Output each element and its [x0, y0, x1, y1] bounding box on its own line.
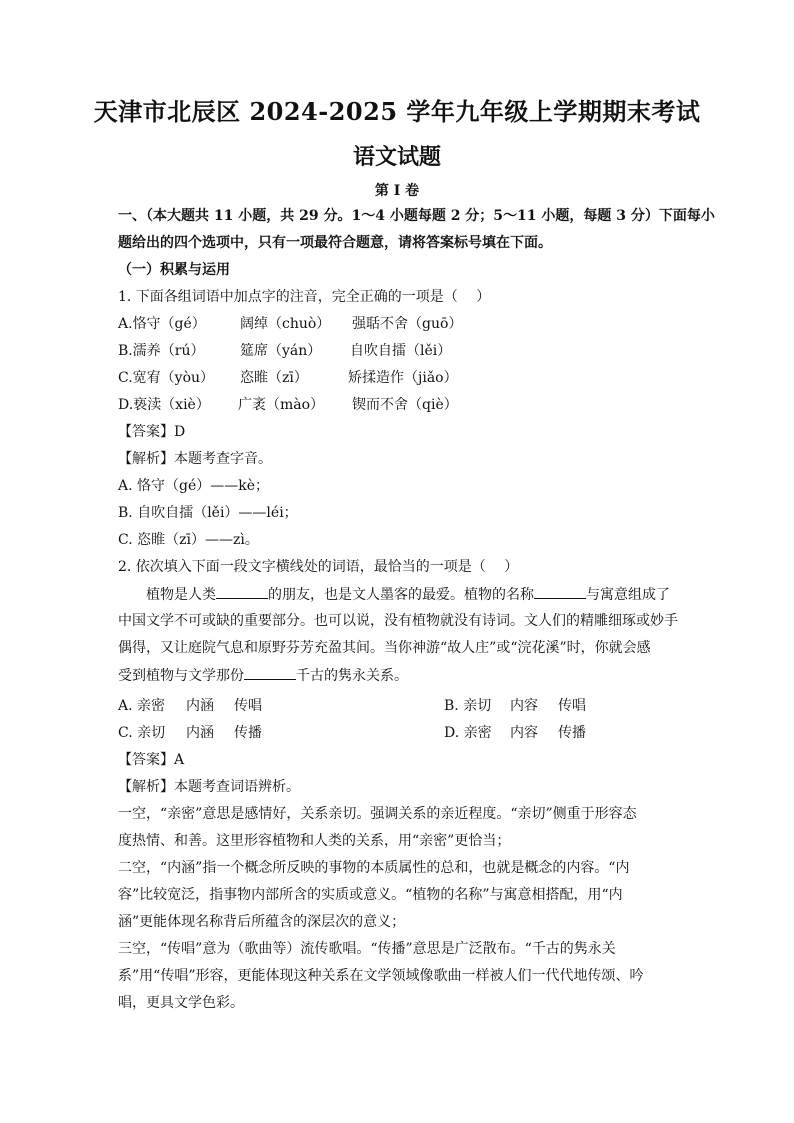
- question-1-stem: 1. 下面各组词语中加点字的注音，完全正确的一项是（ ）: [118, 289, 491, 305]
- option-item: 自吹自擂（lěi）: [350, 343, 452, 359]
- q1-answer: 【答案】D: [118, 424, 186, 440]
- passage-line: 受到植物与文学那份 千古的隽永关系。: [118, 665, 678, 686]
- question-2-stem: 2. 依次填入下面一段文字横线处的词语，最恰当的一项是（ ）: [118, 559, 519, 575]
- q2-analysis-line: 二空，“内涵”指一个概念所反映的事物的本质属性的总和，也就是概念的内容。“内: [118, 860, 630, 876]
- q1-analysis-line: C. 恣睢（zī）——zì。: [118, 532, 259, 548]
- q1-analysis-line: A. 恪守（gé）——kè；: [118, 478, 270, 494]
- q2-analysis-line: 【解析】本题考查词语辨析。: [118, 779, 300, 795]
- volume-label: 第 I 卷: [374, 183, 420, 199]
- fill-blank: [244, 665, 296, 680]
- option-item: 阔绰（chuò）: [240, 316, 331, 332]
- option-item: D.亵渎（xiè）: [118, 397, 210, 413]
- option-word: A. 亲密: [118, 698, 166, 714]
- option-word: B. 亲切: [444, 698, 492, 714]
- option-item: 矫揉造作（jiǎo）: [348, 370, 458, 386]
- q2-analysis-line: 唱，更具文学色彩。: [118, 995, 244, 1011]
- exam-title: 天津市北辰区 2024-2025 学年九年级上学期期末考试: [93, 97, 701, 126]
- fill-blank: [216, 584, 268, 599]
- q2-analysis-line: 涵”更能体现名称背后所蕴含的深层次的意义；: [118, 914, 406, 930]
- q2-answer: 【答案】A: [118, 752, 185, 768]
- fill-blank: [534, 584, 586, 599]
- option-item: 广袤（mào）: [238, 397, 325, 413]
- q2-analysis-line: 一空，“亲密”意思是感情好，关系亲切。强调关系的亲近程度。“亲切”侧重于形容态: [118, 806, 637, 822]
- option-item: 筵席（yán）: [240, 343, 322, 359]
- q2-analysis-line: 三空，“传唱”意为（歌曲等）流传歌唱。“传播”意思是广泛散布。“千古的隽永关: [118, 941, 616, 957]
- option-item: A.恪守（gé）: [118, 316, 206, 332]
- q1-analysis-line: 【解析】本题考查字音。: [118, 451, 272, 467]
- q2-analysis-line: 系”用“传唱”形容，更能体现这种关系在文学领域像歌曲一样被人们一代代地传颂、吟: [118, 968, 644, 984]
- section-heading: （一）积累与运用: [118, 262, 230, 278]
- option-word: 内涵: [186, 698, 214, 714]
- option-word: 传播: [558, 725, 586, 741]
- option-word: 传播: [234, 725, 262, 741]
- option-word: 内容: [510, 698, 538, 714]
- q1-analysis-line: B. 自吹自擂（lěi）——léi；: [118, 505, 298, 521]
- option-word: 内容: [510, 725, 538, 741]
- option-item: C.宽宥（yòu）: [118, 370, 215, 386]
- option-word: 传唱: [234, 698, 262, 714]
- option-item: 强聒不舍（guō）: [352, 316, 463, 332]
- option-word: 传唱: [558, 698, 586, 714]
- option-item: 恣睢（zī）: [240, 370, 308, 386]
- option-word: C. 亲切: [118, 725, 166, 741]
- passage-line: 植物是人类 的朋友，也是文人墨客的最爱。植物的名称 与寓意组成了: [146, 584, 678, 605]
- exam-subtitle: 语文试题: [352, 144, 441, 170]
- option-word: D. 亲密: [444, 725, 492, 741]
- q2-analysis-line: 度热情、和善。这里形容植物和人类的关系，用“亲密”更恰当；: [118, 833, 511, 849]
- instructions-line: 题给出的四个选项中，只有一项最符合题意，请将答案标号填在下面。: [118, 235, 552, 251]
- instructions-line: 一、（本大题共 11 小题，共 29 分。1～4 小题每题 2 分；5～11 小题，每题 3 分）下面每小: [118, 208, 715, 224]
- option-item: B.濡养（rú）: [118, 343, 205, 359]
- option-word: 内涵: [186, 725, 214, 741]
- option-item: 锲而不舍（qiè）: [352, 397, 458, 413]
- q2-analysis-line: 容”比较宽泛，指事物内部所含的实质或意义。“植物的名称”与寓意相搭配，用“内: [118, 887, 623, 903]
- passage-line: 偶得，又让庭院气息和原野芬芳充盈其间。当你神游“故人庄”或“浣花溪”时，你就会感: [118, 640, 651, 656]
- passage-line: 中国文学不可或缺的重要部分。也可以说，没有植物就没有诗词。文人们的精雕细琢或妙手: [118, 613, 678, 629]
